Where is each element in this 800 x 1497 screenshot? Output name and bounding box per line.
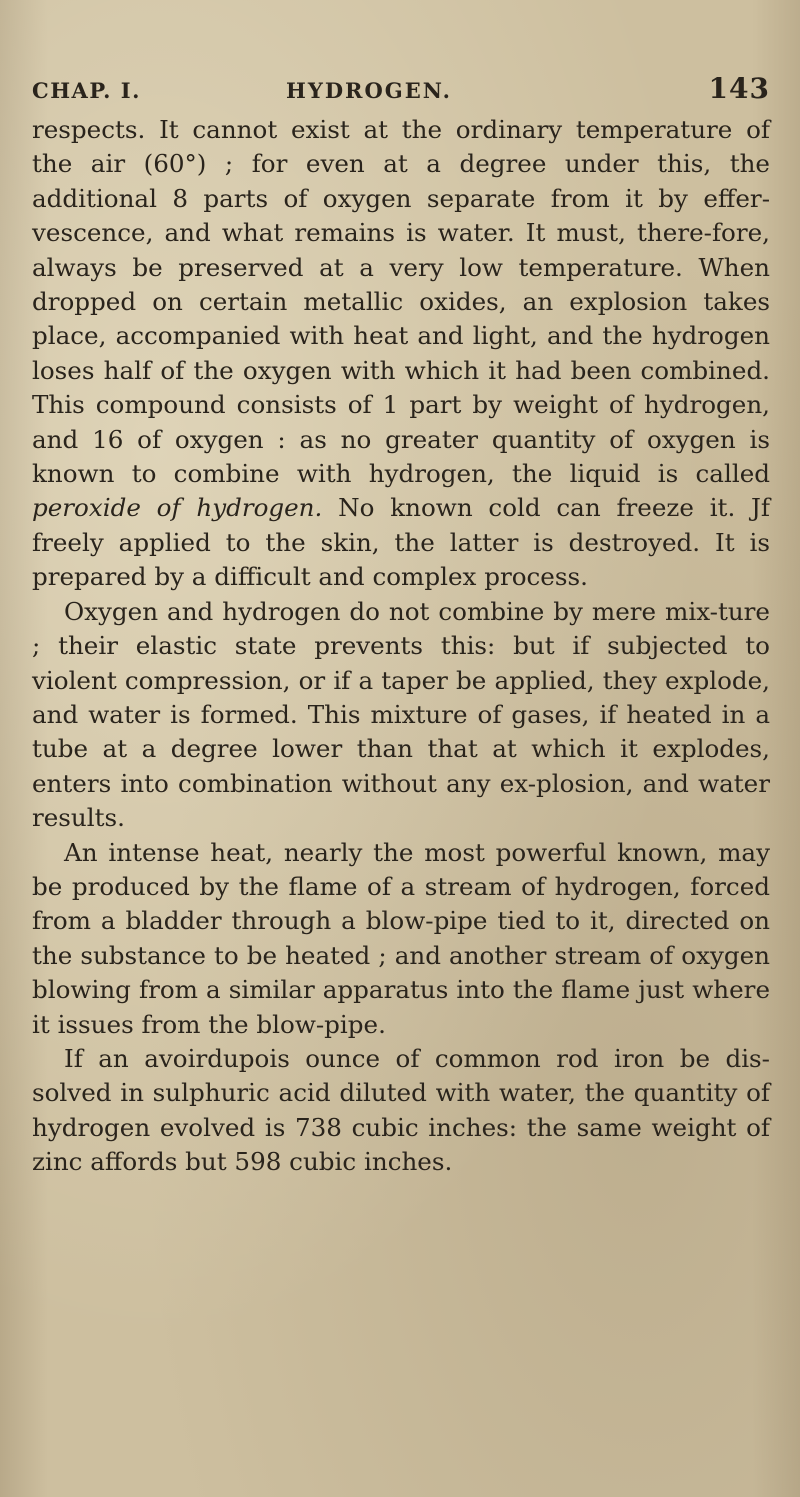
running-title: HYDROGEN. [286,78,452,103]
paragraph-1 [32,113,770,595]
paragraph-1-text: respects. It cannot exist at the ordinary temperature of the air (60°) ; for even at a degree under this, the additional 8 parts of oxygen separate from it by effer-vescence, and what remains is water. It must, there-fore, always be preserved at a very low temperature. When dropped on certain metallic oxides, an explosion takes place, accompanied with heat and light, and the hydrogen loses half of the oxygen with which it had been combined. This compound consists of 1 part by weight of hydrogen, and 16 of oxygen : as no greater quantity of oxygen is known to combine with hydrogen, the liquid is called [32,115,770,489]
chapter-label: CHAP. I. [32,78,141,103]
page-number: 143 [708,72,770,105]
running-header [32,70,770,110]
paragraph-1-text-cont: No known cold can freeze it. Jf freely applied to the skin, the latter is destroyed. It is prepared by a difficult and complex process. [32,493,770,592]
paragraph-2: Oxygen and hydrogen do not combine by mere mix-ture ; their elastic state prevents this: but if subjected to violent compression, or if a taper be applied, they explode, and water is formed. This mixture of gases, if heated in a tube at a degree lower than that at which it explodes, enters into combination without any ex-plosion, and water results. [32,596,770,833]
paragraph-4: If an avoirdupois ounce of common rod iron be dis-solved in sulphuric acid diluted with water, the quantity of hydrogen evolved is 738 cubic inches: the same weight of zinc affords but 598 cubic inches. [32,1043,770,1177]
paragraph-3: An intense heat, nearly the most powerful known, may be produced by the flame of a stream of hydrogen, forced from a bladder through a blow-pipe tied to it, directed on the substance to be heated ; and another stream of oxygen blowing from a similar apparatus into the flame just where it issues from the blow-pipe. [32,837,770,1039]
paragraph-1-italic-term: peroxide of hydrogen. [32,493,323,523]
body-text [32,113,770,1180]
